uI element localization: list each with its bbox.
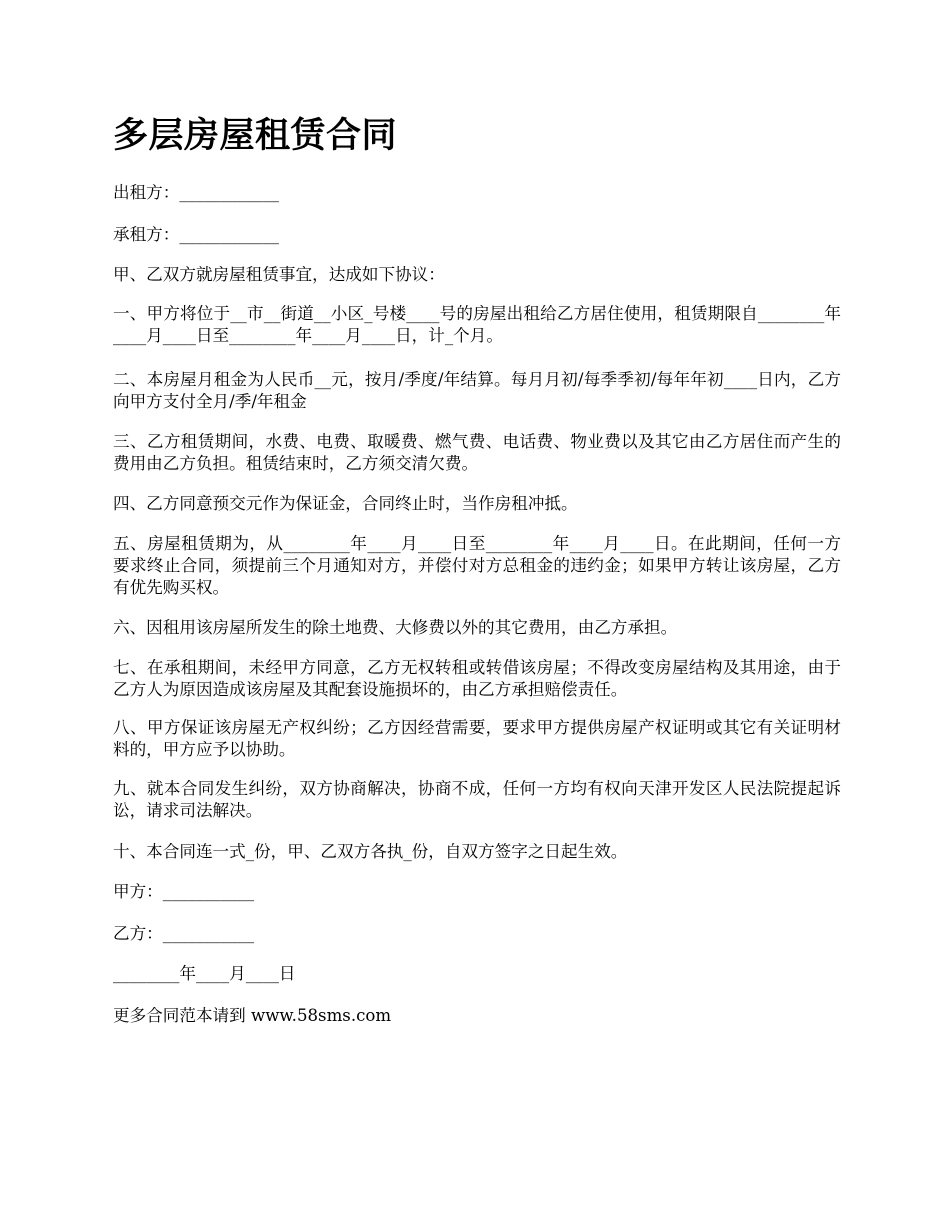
- lessor-line: 出租方：____________: [113, 183, 279, 202]
- clause-7: 七、在承租期间，未经甲方同意，乙方无权转租或转借该房屋；不得改变房屋结构及其用途，由于乙方人为原因造成该房屋及其配套设施损坏的，由乙方承担赔偿责任。: [113, 658, 841, 699]
- signing-date: ________年____月____日: [113, 964, 296, 983]
- party-b-signature: 乙方：___________: [113, 924, 255, 943]
- footer-note: 更多合同范本请到 www.58sms.com: [113, 1006, 392, 1025]
- clause-10: 十、本合同连一式_份，甲、乙双方各执_份，自双方签字之日起生效。: [113, 842, 628, 861]
- agreement-intro: 甲、乙双方就房屋租赁事宜，达成如下协议：: [113, 265, 445, 284]
- clause-3: 三、乙方租赁期间，水费、电费、取暖费、燃气费、电话费、物业费以及其它由乙方居住而产生的费用由乙方负担。租赁结束时，乙方须交清欠费。: [113, 432, 841, 473]
- clause-6: 六、因租用该房屋所发生的除土地费、大修费以外的其它费用，由乙方承担。: [113, 618, 678, 637]
- document-title: 多层房屋租赁合同: [113, 116, 398, 156]
- clause-8: 八、甲方保证该房屋无产权纠纷；乙方因经营需要，要求甲方提供房屋产权证明或其它有关证明材料的，甲方应予以协助。: [113, 718, 841, 759]
- clause-9: 九、就本合同发生纠纷，双方协商解决，协商不成，任何一方均有权向天津开发区人民法院提起诉讼，请求司法解决。: [113, 779, 841, 820]
- clause-5: 五、房屋租赁期为，从________年____月____日至________年____月____日。在此期间，任何一方要求终止合同，须提前三个月通知对方，并偿付对方总租金的违约金；如果甲方转让该房屋，乙方有优先购买权。: [113, 534, 841, 597]
- party-a-signature: 甲方：___________: [113, 882, 255, 901]
- clause-1: 一、甲方将位于__市__街道__小区_号楼____号的房屋出租给乙方居住使用，租赁期限自________年____月____日至________年____月____日，计_个月。: [113, 304, 841, 345]
- lessee-line: 承租方：____________: [113, 225, 279, 244]
- clause-4: 四、乙方同意预交元作为保证金，合同终止时，当作房租冲抵。: [113, 494, 578, 513]
- clause-2: 二、本房屋月租金为人民币__元，按月/季度/年结算。每月月初/每季季初/每年年初____日内，乙方向甲方支付全月/季/年租金: [113, 370, 841, 411]
